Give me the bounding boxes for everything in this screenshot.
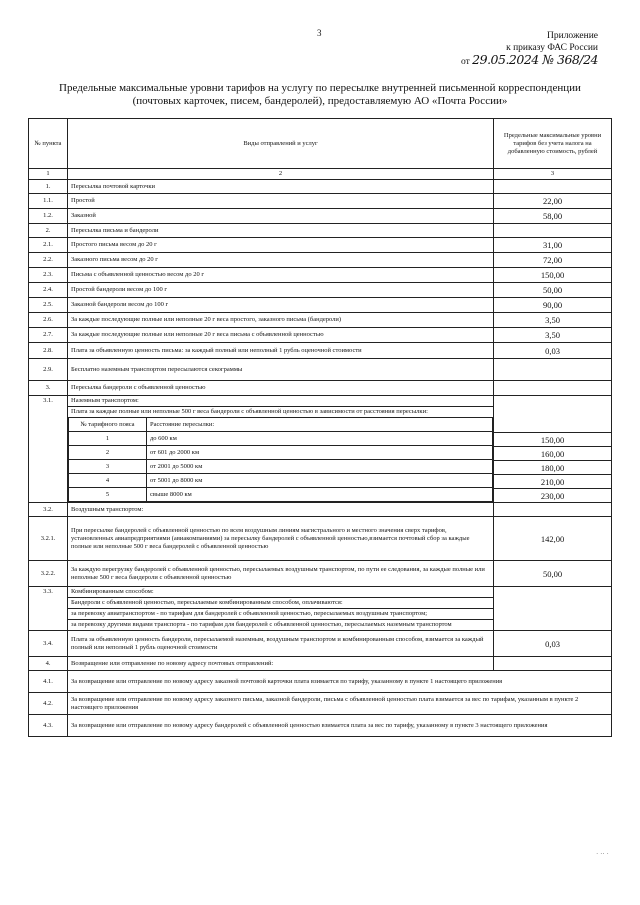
row-text: Письма с объявленной ценностью весом до 20 г (68, 268, 494, 283)
header-num: № пункта (29, 119, 68, 169)
table-row-land-transport (29, 396, 612, 503)
table-row (29, 180, 612, 194)
row-price: 58,00 (494, 209, 612, 224)
row-text: Воздушным транспортом: (68, 503, 494, 517)
appendix-block (398, 30, 598, 68)
document-title (40, 82, 600, 108)
row-num: 4.1. (29, 671, 68, 693)
row-num: 3.4. (29, 631, 68, 657)
zones-header-row (69, 418, 493, 432)
row-text: За каждые последующие полные или неполные 20 г веса простого, заказного письма (бандероли) (68, 313, 494, 328)
appendix-order: к приказу ФАС России (506, 43, 598, 53)
row-price (494, 381, 612, 396)
row-text: Комбинированным способом: (71, 588, 154, 595)
row-price (494, 180, 612, 194)
header-price: Предельные максимальные уровни тарифов без учета налога на добавленную стоимость, рублей (494, 119, 612, 169)
column-number-row (29, 169, 612, 180)
table-row (29, 313, 612, 328)
zone-price: 210,00 (494, 475, 611, 489)
zones-table (68, 417, 493, 502)
row-num: 4. (29, 657, 68, 671)
row-num: 3.1. (29, 396, 68, 503)
zones-header-distance: Расстояние пересылки: (147, 418, 493, 432)
table-row (29, 359, 612, 381)
row-num: 3.2.1. (29, 517, 68, 561)
table-row (29, 194, 612, 209)
zone-number: 3 (69, 460, 147, 474)
row-num: 3.2.2. (29, 561, 68, 587)
row-subtext: Бандероли с объявленной ценностью, пересылаемые комбинированным способом, оплачиваются: (68, 597, 493, 608)
zone-row (69, 432, 493, 446)
row-num: 4.3. (29, 715, 68, 737)
row-text: Возвращение или отправление по новому адресу почтовых отправлений: (68, 657, 494, 671)
combined-cell (68, 587, 494, 631)
table-row (29, 693, 612, 715)
land-transport-cell (68, 396, 494, 503)
table-row (29, 657, 612, 671)
row-price (494, 359, 612, 381)
appendix-label: Приложение (547, 31, 598, 41)
row-num: 2.1. (29, 238, 68, 253)
zone-price: 180,00 (494, 461, 611, 475)
row-num: 1.1. (29, 194, 68, 209)
table-row (29, 253, 612, 268)
table-row (29, 298, 612, 313)
page-number: 3 (317, 28, 322, 38)
row-price: 90,00 (494, 298, 612, 313)
row-price: 0,03 (494, 631, 612, 657)
row-num: 3.3. (29, 587, 68, 631)
row-num: 2.9. (29, 359, 68, 381)
title-line-1: Предельные максимальные уровни тарифов на услугу по пересылке внутренней письменной корреспонденции (59, 82, 581, 94)
row-text: За возвращение или отправление по новому адресу заказного письма, заказной бандероли, письма с объявленной ценностью плата взимается за вес по тарифам, указанным в пункте 2 настоящего приложения (68, 693, 612, 715)
row-price: 150,00 (494, 268, 612, 283)
table-row (29, 715, 612, 737)
zone-distance: до 600 км (147, 432, 493, 446)
col-number-3: 3 (494, 169, 612, 180)
zone-price: 150,00 (494, 433, 611, 447)
table-row (29, 224, 612, 238)
row-num: 2. (29, 224, 68, 238)
row-text: За каждые последующие полные или неполные 20 г веса письма с объявленной ценностью (68, 328, 494, 343)
table-row (29, 381, 612, 396)
row-text: Заказной (68, 209, 494, 224)
row-text: Плата за объявленную ценность бандероли, пересылаемой наземным, воздушным транспортом и комбинированным способом, взимается за каждый полный или неполный 1 рубль оценочной стоимости (68, 631, 494, 657)
row-price: 31,00 (494, 238, 612, 253)
handwritten-date-number: 29.05.2024 № 368/24 (472, 52, 598, 67)
row-text: Пересылка почтовой карточки (68, 180, 494, 194)
row-num: 2.7. (29, 328, 68, 343)
title-line-2: (почтовых карточек, писем, бандеролей), предоставляемую АО «Почта России» (132, 95, 508, 107)
row-num: 4.2. (29, 693, 68, 715)
row-price: 142,00 (494, 517, 612, 561)
table-row (29, 209, 612, 224)
row-text: За возвращение или отправление по новому адресу заказной почтовой карточки плата взимается по тарифу, указанному в пункте 1 настоящего приложения (68, 671, 612, 693)
appendix-date-line (398, 54, 598, 68)
table-row-combined (29, 587, 612, 631)
zone-price: 160,00 (494, 447, 611, 461)
table-row (29, 671, 612, 693)
row-text: Пересылка бандероли с объявленной ценностью (68, 381, 494, 396)
row-text: За возвращение или отправление по новому адресу бандеролей с объявленной ценностью взимается плата за вес по тарифу, указанному в пункте 3 настоящего приложения (68, 715, 612, 737)
col-number-2: 2 (68, 169, 494, 180)
appendix-from: от (461, 57, 470, 67)
row-price (494, 503, 612, 517)
row-subtext: за перевозку другими видами транспорта - по тарифам для бандеролей с объявленной ценностью, пересылаемых наземным транспортом (68, 619, 493, 630)
table-row (29, 561, 612, 587)
row-num: 1. (29, 180, 68, 194)
row-price: 0,03 (494, 343, 612, 359)
table-row (29, 517, 612, 561)
table-row (29, 631, 612, 657)
zone-number: 4 (69, 474, 147, 488)
row-price (494, 224, 612, 238)
row-price: 72,00 (494, 253, 612, 268)
zone-price: 230,00 (494, 489, 611, 503)
zone-number: 1 (69, 432, 147, 446)
zone-distance: от 2001 до 5000 км (147, 460, 493, 474)
table-row (29, 343, 612, 359)
row-text: Пересылка письма и бандероли (68, 224, 494, 238)
zones-header-zone: № тарифного пояса (69, 418, 147, 432)
row-text: Наземным транспортом: (71, 397, 139, 404)
zone-number: 2 (69, 446, 147, 460)
table-row (29, 283, 612, 298)
row-num: 1.2. (29, 209, 68, 224)
zone-row (69, 446, 493, 460)
col-number-1: 1 (29, 169, 68, 180)
zone-row (69, 488, 493, 502)
row-subtext: Плата за каждые полные или неполные 500 г веса бандероли с объявленной ценностью в зависимости от расстояния пересылки: (68, 406, 493, 417)
row-subtext: за перевозку авиатранспортом - по тарифам для бандеролей с объявленной ценностью, пересылаемых воздушным транспортом; (68, 608, 493, 619)
row-price (494, 657, 612, 671)
row-text: Плата за объявленную ценность письма: за каждый полный или неполный 1 рубль оценочной стоимости (68, 343, 494, 359)
row-num: 2.3. (29, 268, 68, 283)
row-text: Простой бандероли весом до 100 г (68, 283, 494, 298)
row-num: 2.2. (29, 253, 68, 268)
row-price: 3,50 (494, 328, 612, 343)
row-text: При пересылке бандеролей с объявленной ценностью по всем воздушным линиям магистрального и местного значения сверх тарифов, установленных авиапредприятиями (авиакомпаниями) за пересылку бандеролей с объявленной ценностью,взимается почтовый сбор за каждые полные или неполные 500 г веса бандеролей с объявленной ценностью (68, 517, 494, 561)
row-price: 50,00 (494, 561, 612, 587)
zone-row (69, 460, 493, 474)
zone-row (69, 474, 493, 488)
row-text: Простого письма весом до 20 г (68, 238, 494, 253)
table-row (29, 328, 612, 343)
row-num: 3.2. (29, 503, 68, 517)
table-row (29, 238, 612, 253)
table-row (29, 503, 612, 517)
zone-distance: от 5001 до 8000 км (147, 474, 493, 488)
tariff-table (28, 118, 612, 737)
row-price: 50,00 (494, 283, 612, 298)
zone-distance: свыше 8000 км (147, 488, 493, 502)
margin-mark: · ·· · (596, 850, 609, 858)
table-row (29, 268, 612, 283)
row-price: 3,50 (494, 313, 612, 328)
row-text: За каждую перегрузку бандеролей с объявленной ценностью, пересылаемых воздушным транспортом, по пути ее следования, за каждые полные или неполные 500 г веса бандероли с объявленной ценностью (68, 561, 494, 587)
header-service: Виды отправлений и услуг (68, 119, 494, 169)
row-num: 2.4. (29, 283, 68, 298)
row-text: Заказного письма весом до 20 г (68, 253, 494, 268)
row-num: 2.6. (29, 313, 68, 328)
row-text: Заказной бандероли весом до 100 г (68, 298, 494, 313)
row-num: 2.8. (29, 343, 68, 359)
land-transport-prices (494, 396, 612, 503)
row-num: 2.5. (29, 298, 68, 313)
table-header-row (29, 119, 612, 169)
row-price (494, 587, 612, 631)
zone-number: 5 (69, 488, 147, 502)
row-text: Простой (68, 194, 494, 209)
row-text: Бесплатно наземным транспортом пересылаются секограммы (68, 359, 494, 381)
row-num: 3. (29, 381, 68, 396)
row-price: 22,00 (494, 194, 612, 209)
zones-price-table (494, 432, 611, 502)
zone-distance: от 601 до 2000 км (147, 446, 493, 460)
